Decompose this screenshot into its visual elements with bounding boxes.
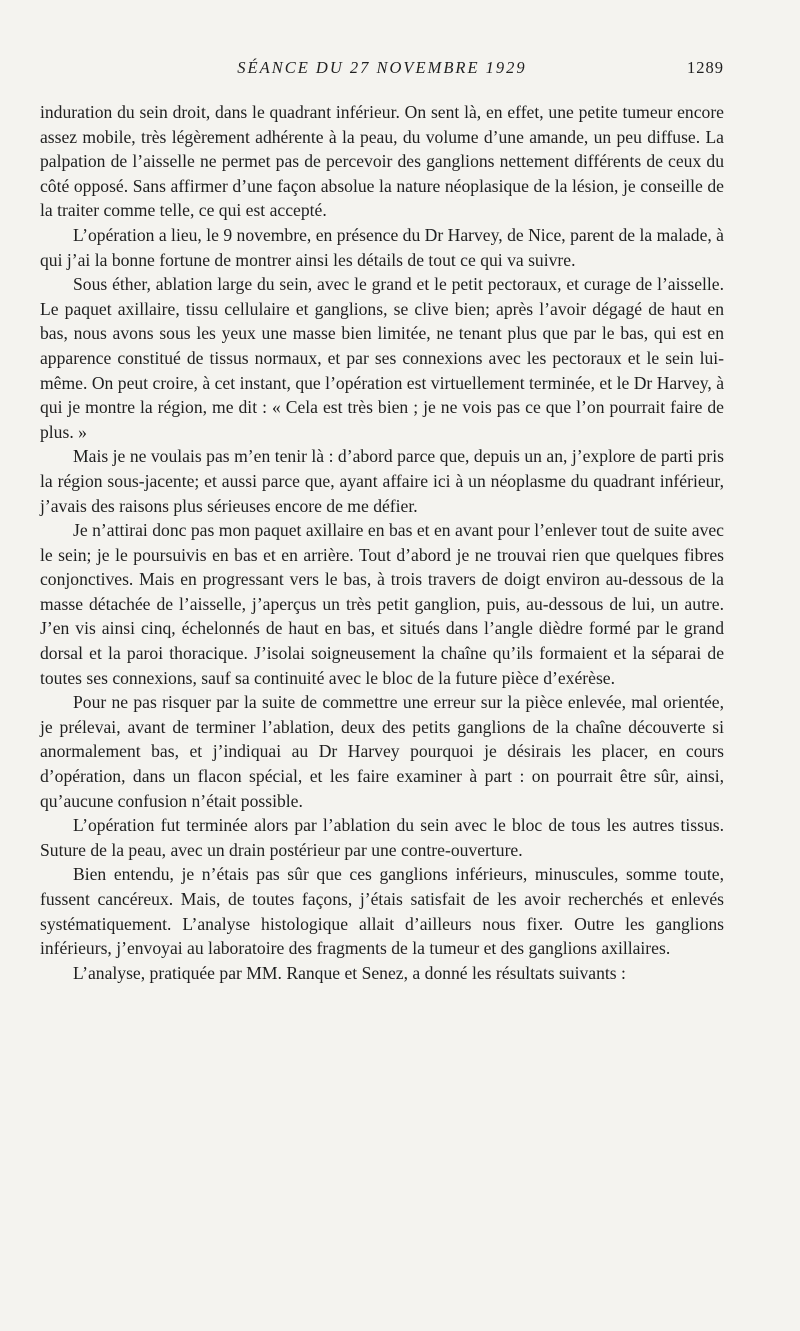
running-header bbox=[40, 58, 724, 84]
page-number: 1289 bbox=[687, 58, 724, 77]
paragraph: L’opération a lieu, le 9 novembre, en présence du Dr Harvey, de Nice, parent de la malade, à qui j’ai la bonne fortune de montrer ainsi les détails de tout ce qui va suivre. bbox=[40, 224, 724, 270]
paragraph: L’analyse, pratiquée par MM. Ranque et Senez, a donné les résultats suivants : bbox=[73, 962, 626, 983]
header-title: SÉANCE DU 27 NOVEMBRE 1929 bbox=[237, 58, 527, 77]
paragraph: Bien entendu, je n’étais pas sûr que ces ganglions inférieurs, minuscules, somme toute, fussent cancéreux. Mais, de toutes façons, j’étais satisfait de les avoir recherchés et enlevés systématiquement. L’analyse histologique allait d’ailleurs nous fixer. Outre les ganglions inférieurs, j’envoyai au laboratoire des fragments de la tumeur et des ganglions axillaires. bbox=[40, 864, 724, 959]
paragraph: Mais je ne voulais pas m’en tenir là : d’abord parce que, depuis un an, j’explore de parti pris la région sous-jacente; et aussi parce que, ayant affaire ici à un néoplasme du quadrant inférieur, j’avais des raisons plus sérieuses encore de me défier. bbox=[40, 446, 724, 516]
paragraph: Sous éther, ablation large du sein, avec le grand et le petit pectoraux, et curage de l’aisselle. Le paquet axillaire, tissu cellulaire et ganglions, se clive bien; après l’avoir dégagé de haut en bas, nous avons sous les yeux une masse bien limitée, ne tenant plus que par le bas, qui est en apparence constitué de tissus normaux, et par ses connexions avec les pectoraux et le sein lui-même. On peut croire, à cet instant, que l’opération est virtuellement terminée, et le Dr Harvey, à qui je montre la région, me dit : « Cela est très bien ; je ne vois pas ce que l’on pourrait faire de plus. » bbox=[40, 274, 724, 442]
paragraph: Je n’attirai donc pas mon paquet axillaire en bas et en avant pour l’enlever tout de suite avec le sein; je le poursuivis en bas et en arrière. Tout d’abord je ne trouvai rien que quelques fibres conjonctives. Mais en progressant vers le bas, à trois travers de doigt environ au-dessous de la masse détachée de l’aisselle, j’aperçus un très petit ganglion, puis, au-dessous de lui, un autre. J’en vis ainsi cinq, échelonnés de haut en bas, et situés dans l’angle dièdre formé par le grand dorsal et la paroi thoracique. J’isolai soigneusement la chaîne qu’ils formaient et la séparai de toutes ses connexions, sauf sa continuité avec le bloc de la future pièce d’exérèse. bbox=[40, 520, 724, 688]
article-body bbox=[40, 100, 724, 985]
paragraph: Pour ne pas risquer par la suite de commettre une erreur sur la pièce enlevée, mal orientée, je prélevai, avant de terminer l’ablation, deux des petits ganglions de la chaîne découverte si anormalement bas, et j’indiquai au Dr Harvey pourquoi je désirais les placer, en cours d’opération, dans un flacon spécial, et les faire examiner à part : on pourrait être sûr, ainsi, qu’aucune confusion n’était possible. bbox=[40, 692, 724, 811]
paragraph: L’opération fut terminée alors par l’ablation du sein avec le bloc de tous les autres tissus. Suture de la peau, avec un drain postérieur par une contre-ouverture. bbox=[40, 815, 724, 860]
paragraph: induration du sein droit, dans le quadrant inférieur. On sent là, en effet, une petite tumeur encore assez mobile, très légèrement adhérente à la peau, du volume d’une amande, un peu diffuse. La palpation de l’aisselle ne permet pas de percevoir des ganglions nettement différents de ceux du côté opposé. Sans affirmer d’une façon absolue la nature néoplasique de la lésion, je conseille de la traiter comme telle, ce qui est accepté. bbox=[40, 102, 724, 221]
